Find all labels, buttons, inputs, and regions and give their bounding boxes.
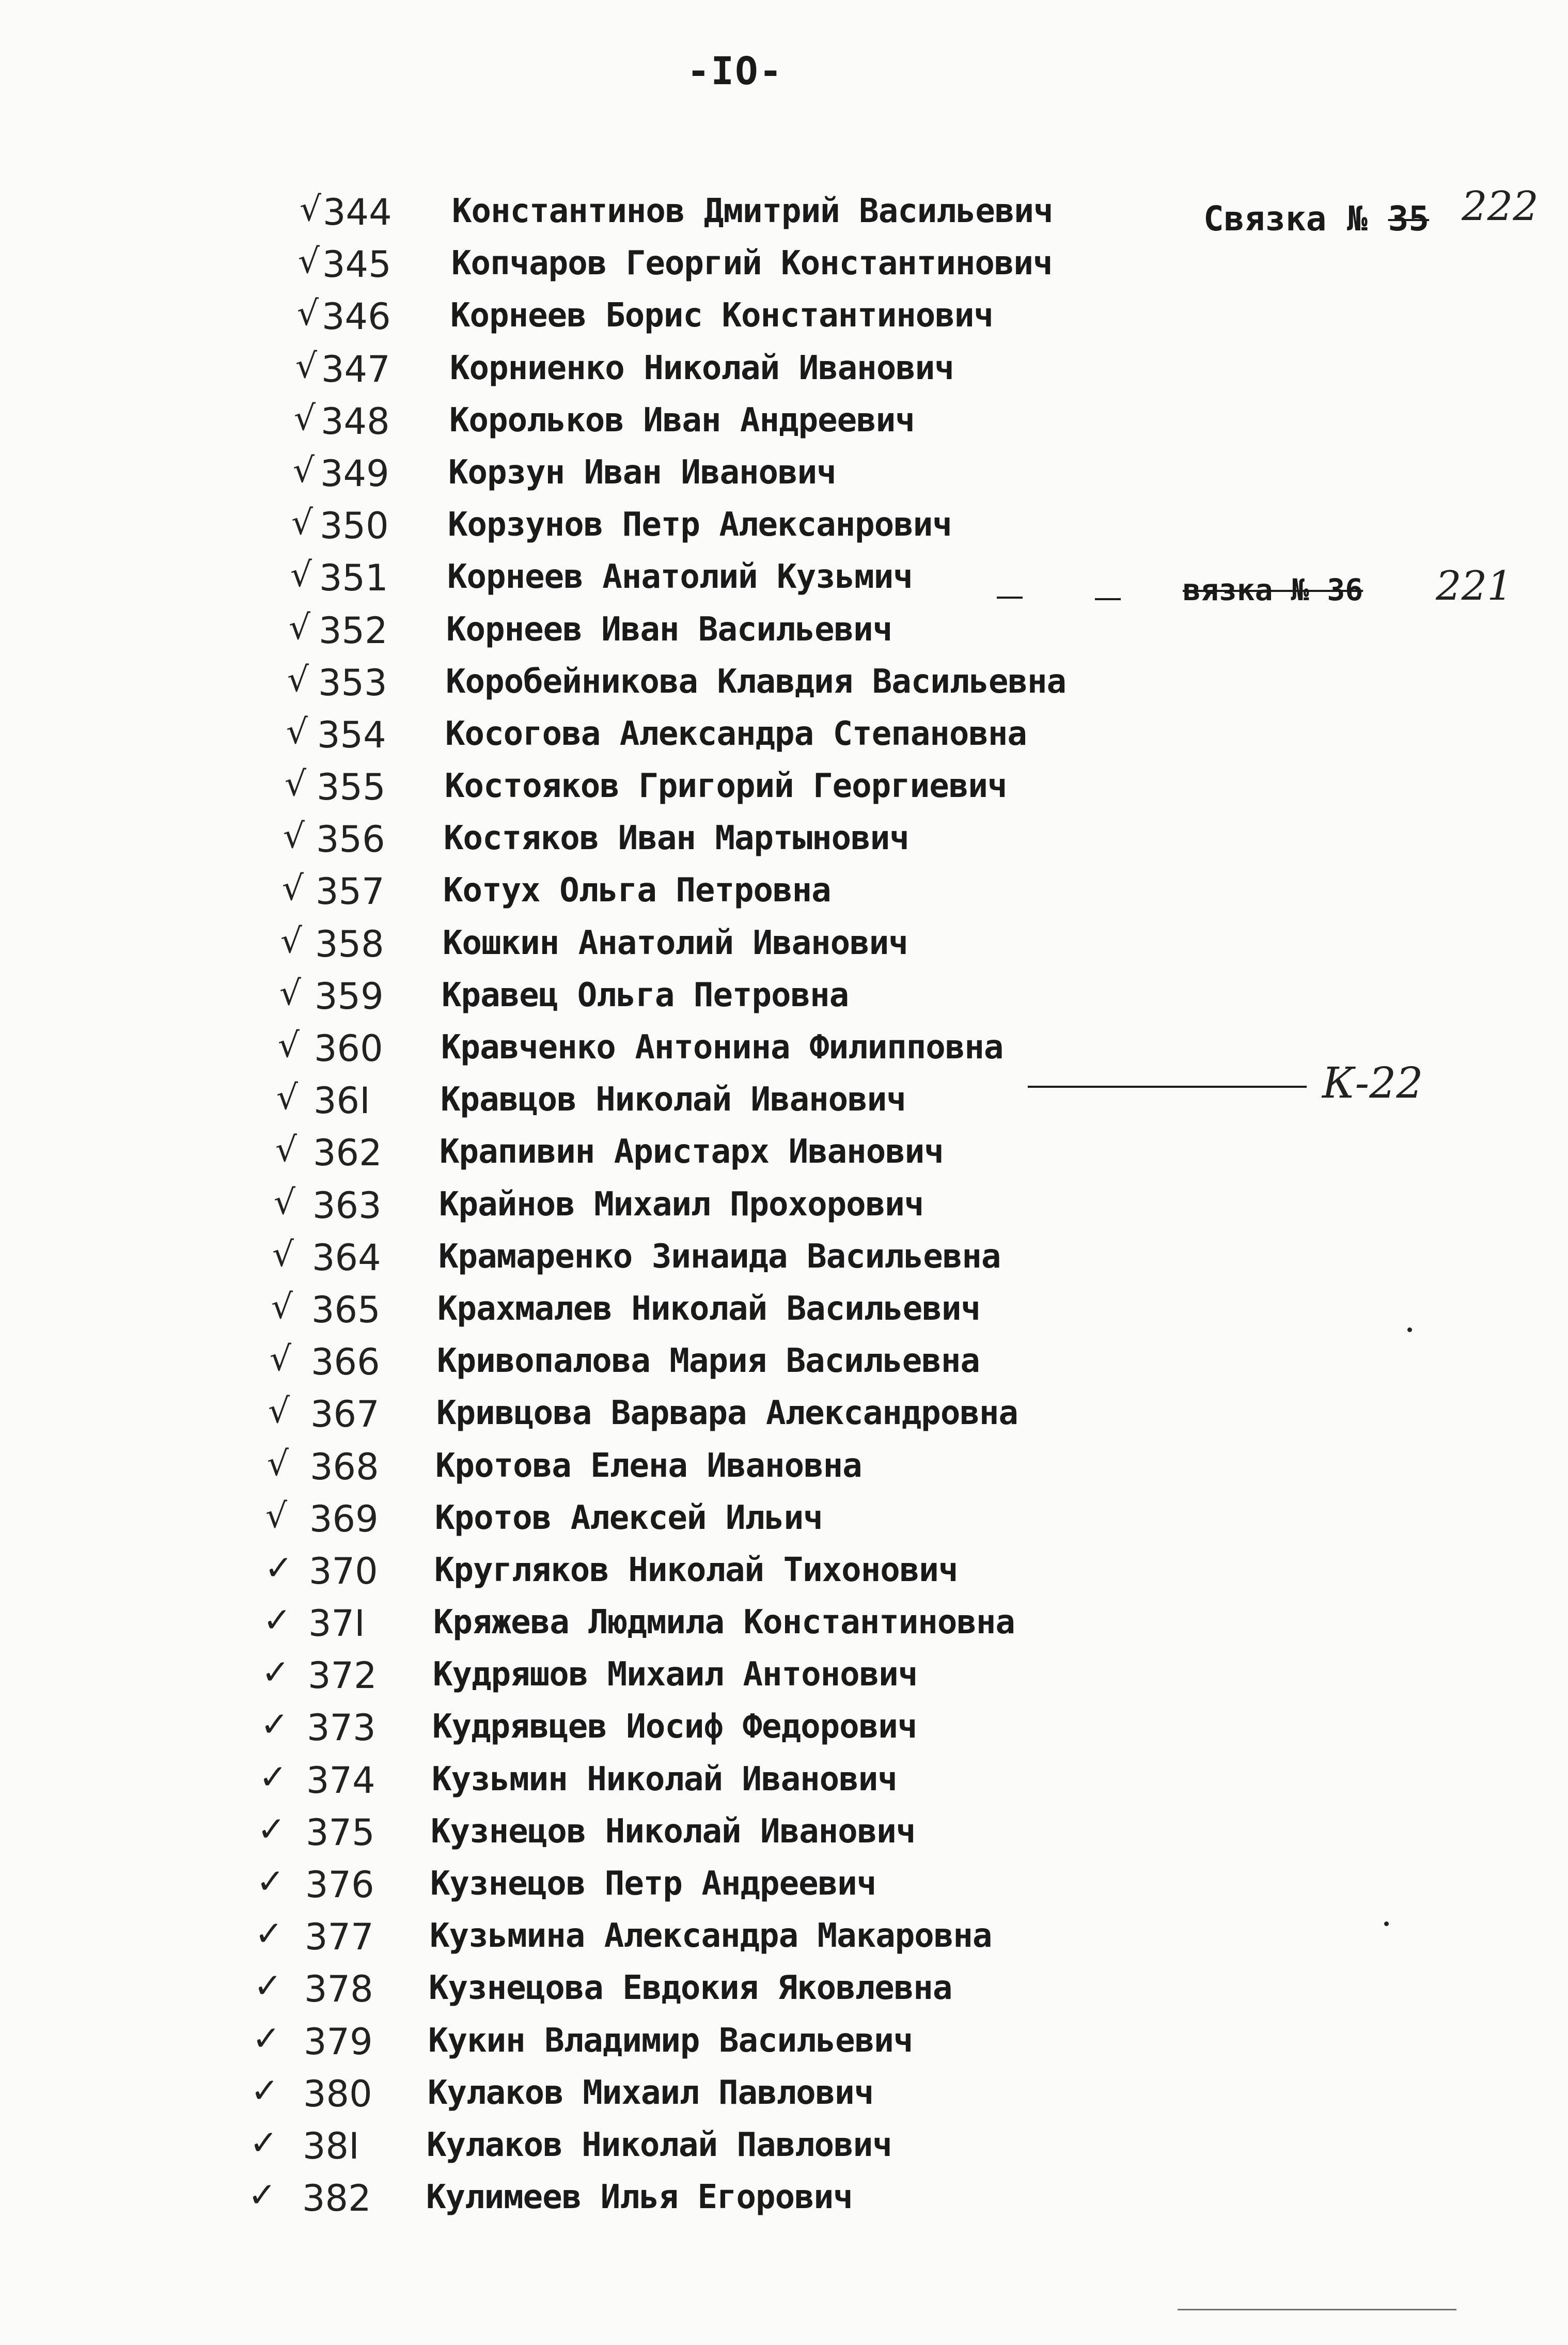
entry-number: 350: [320, 505, 389, 548]
entry-number: 376: [305, 1864, 374, 1906]
page-number: -IO-: [687, 49, 783, 93]
entry-name: Корнеев Иван Васильевич: [446, 610, 892, 649]
entry-name: Косогова Александра Степановна: [445, 714, 1027, 753]
entry-name: Кулимеев Илья Егорович: [426, 2178, 853, 2217]
check-mark-icon: √: [276, 1077, 299, 1118]
check-mark-icon: √: [270, 1339, 292, 1379]
entry-number: 355: [317, 766, 386, 809]
entry-number: 38I: [303, 2124, 359, 2167]
bundle-35-note: [1203, 199, 1429, 239]
check-mark-icon: √: [297, 293, 319, 334]
check-mark-icon: ✓: [254, 1966, 283, 2006]
list-item: [0, 761, 1568, 813]
entry-name: Кулаков Николай Павлович: [427, 2125, 892, 2164]
entry-name: Корнеев Анатолий Кузьмич: [447, 558, 913, 597]
k22-handwritten-note: К-22: [1322, 1059, 1423, 1108]
ink-speck-2: [1384, 1921, 1389, 1926]
entry-number: 352: [319, 609, 388, 652]
leader-dash-2: [1095, 598, 1121, 600]
check-mark-icon: √: [293, 450, 315, 490]
entry-name: Корзун Иван Иванович: [448, 453, 836, 492]
list-item: [0, 1179, 1568, 1231]
entry-name: Костояков Григорий Георгиевич: [445, 767, 1007, 806]
entry-number: 362: [313, 1132, 382, 1175]
check-mark-icon: √: [295, 346, 318, 386]
list-item: [0, 1388, 1568, 1440]
check-mark-icon: √: [291, 503, 313, 543]
entry-name: Кротов Алексей Ильич: [435, 1498, 823, 1537]
check-mark-icon: ✓: [256, 1862, 285, 1901]
entry-number: 349: [320, 452, 389, 495]
entry-name: Крапивин Аристарх Иванович: [440, 1133, 944, 1171]
entry-name: Костяков Иван Мартынович: [444, 819, 909, 858]
check-mark-icon: ✓: [259, 1757, 288, 1797]
entry-name: Кузнецова Евдокия Яковлевна: [429, 1969, 952, 2008]
list-item: [0, 813, 1568, 865]
check-mark-icon: √: [290, 555, 312, 595]
entry-name: Котух Ольга Петровна: [443, 871, 831, 910]
check-mark-icon: √: [272, 1234, 294, 1274]
entry-number: 380: [303, 2072, 372, 2115]
check-mark-icon: √: [274, 1182, 296, 1222]
bundle-35-handwritten-number: 222: [1462, 183, 1539, 230]
entry-name: Кудрявцев Иосиф Федорович: [432, 1708, 917, 1746]
check-mark-icon: √: [279, 973, 302, 1013]
entry-name: Кулаков Михаил Павлович: [428, 2073, 874, 2112]
entry-name: Корниенко Николай Иванович: [450, 349, 954, 387]
entry-name: Кудряшов Михаил Антонович: [433, 1655, 918, 1694]
entry-number: 354: [317, 713, 386, 756]
list-item: [0, 447, 1568, 499]
ink-speck-1: [1407, 1327, 1412, 1332]
check-mark-icon: √: [283, 816, 305, 856]
entry-number: 367: [310, 1393, 380, 1436]
entry-name: Кривопалова Мария Васильевна: [437, 1342, 980, 1381]
entry-number: 360: [314, 1027, 383, 1070]
entry-number: 377: [305, 1916, 374, 1959]
list-item: [0, 343, 1568, 395]
entry-number: 379: [304, 2020, 373, 2063]
entry-name: Копчаров Георгий Константинович: [451, 244, 1053, 283]
check-mark-icon: √: [280, 920, 303, 961]
check-mark-icon: √: [294, 398, 316, 438]
list-item: [0, 656, 1568, 709]
entry-name: Коробейникова Клавдия Васильевна: [446, 662, 1066, 701]
entry-name: Крамаренко Зинаида Васильевна: [438, 1237, 1001, 1276]
entry-number: 359: [315, 975, 384, 1018]
entry-number: 375: [306, 1811, 375, 1854]
list-item: [0, 1441, 1568, 1493]
list-item: [0, 709, 1568, 761]
entry-name: Корзунов Петр Алексанрович: [448, 506, 952, 544]
entry-number: 351: [319, 557, 388, 600]
entry-number: 365: [311, 1288, 381, 1331]
check-mark-icon: √: [298, 241, 320, 282]
entry-number: 356: [316, 818, 385, 861]
bundle-35-struck-number: 35: [1388, 199, 1430, 239]
list-item: [0, 604, 1568, 656]
check-mark-icon: √: [287, 659, 309, 699]
entry-number: 378: [304, 1968, 373, 2011]
list-item: [0, 2015, 1568, 2068]
entry-name: Кривцова Варвара Александровна: [436, 1394, 1018, 1433]
list-item: [0, 1649, 1568, 1701]
entry-number: 369: [309, 1497, 379, 1540]
entry-name: Кравец Ольга Петровна: [442, 976, 849, 1014]
list-item: [0, 2172, 1568, 2224]
check-mark-icon: ✓: [263, 1600, 292, 1640]
check-mark-icon: √: [265, 1495, 288, 1536]
k22-leader-line: [1028, 1086, 1307, 1088]
check-mark-icon: ✓: [252, 2018, 281, 2058]
list-item: [0, 1284, 1568, 1336]
entry-number: 353: [318, 661, 387, 704]
entry-name: Крахмалев Николай Васильевич: [437, 1289, 980, 1328]
list-item: [0, 918, 1568, 970]
name-list: [0, 186, 1568, 2224]
check-mark-icon: √: [300, 189, 322, 229]
entry-name: Кузнецов Петр Андреевич: [430, 1865, 876, 1903]
check-mark-icon: ✓: [249, 2122, 278, 2163]
entry-name: Крайнов Михаил Прохорович: [439, 1185, 924, 1224]
bottom-edge-line: [1178, 2309, 1456, 2310]
entry-number: 347: [321, 348, 390, 390]
entry-name: Кротова Елена Ивановна: [435, 1446, 862, 1485]
leader-dash-1: [997, 597, 1023, 599]
entry-name: Корольков Иван Андреевич: [449, 401, 915, 440]
list-item: [0, 1701, 1568, 1754]
entry-number: 358: [315, 923, 384, 965]
check-mark-icon: ✓: [248, 2175, 277, 2215]
entry-name: Кукин Владимир Васильевич: [428, 2021, 913, 2060]
list-item: [0, 1806, 1568, 1858]
check-mark-icon: √: [271, 1286, 293, 1326]
entry-number: 348: [321, 400, 390, 443]
entry-name: Кряжева Людмила Константиновна: [433, 1603, 1015, 1642]
list-item: [0, 1231, 1568, 1284]
entry-number: 382: [302, 2177, 371, 2220]
list-item: [0, 1127, 1568, 1179]
list-item: [0, 1597, 1568, 1649]
entry-number: 345: [322, 243, 391, 286]
list-item: [0, 1963, 1568, 2015]
check-mark-icon: √: [289, 607, 311, 647]
entry-name: Корнеев Борис Константинович: [450, 296, 993, 335]
check-mark-icon: ✓: [255, 1914, 284, 1954]
entry-name: Кравченко Антонина Филипповна: [441, 1028, 1003, 1067]
entry-name: Кузьмин Николай Иванович: [432, 1760, 897, 1799]
bundle-36-note: вязка № 36: [1183, 572, 1363, 607]
check-mark-icon: ✓: [261, 1652, 290, 1693]
list-item: [0, 2120, 1568, 2172]
entry-number: 372: [308, 1654, 377, 1697]
check-mark-icon: √: [285, 764, 307, 804]
list-item: [0, 1858, 1568, 1911]
entry-name: Кузнецов Николай Иванович: [431, 1812, 916, 1851]
check-mark-icon: √: [278, 1025, 300, 1065]
list-item: [0, 1493, 1568, 1545]
entry-number: 368: [310, 1445, 379, 1488]
check-mark-icon: ✓: [257, 1809, 286, 1849]
list-item: [0, 865, 1568, 917]
entry-number: 363: [312, 1184, 382, 1227]
entry-name: Кругляков Николай Тихонович: [434, 1551, 958, 1589]
entry-number: 366: [311, 1341, 380, 1384]
entry-number: 373: [307, 1707, 376, 1749]
check-mark-icon: √: [268, 1391, 290, 1431]
entry-number: 370: [309, 1550, 378, 1592]
bundle-35-label: Связка №: [1203, 199, 1368, 239]
check-mark-icon: √: [282, 868, 304, 909]
entry-name: Кравцов Николай Иванович: [441, 1081, 906, 1119]
list-item: [0, 238, 1568, 290]
list-item: [0, 1545, 1568, 1597]
entry-number: 357: [316, 870, 385, 913]
entry-number: 374: [306, 1759, 375, 1802]
list-item: [0, 2068, 1568, 2120]
check-mark-icon: ✓: [264, 1547, 293, 1588]
entry-number: 36I: [313, 1080, 370, 1122]
list-item: [0, 1754, 1568, 1806]
list-item: [0, 1336, 1568, 1388]
entry-number: 364: [312, 1236, 381, 1279]
check-mark-icon: ✓: [250, 2070, 279, 2110]
entry-name: Константинов Дмитрий Васильевич: [452, 192, 1053, 230]
entry-name: Кошкин Анатолий Иванович: [443, 924, 908, 962]
list-item: [0, 499, 1568, 552]
check-mark-icon: √: [267, 1443, 289, 1483]
check-mark-icon: ✓: [260, 1705, 289, 1745]
entry-number: 37I: [308, 1602, 365, 1645]
list-item: [0, 1911, 1568, 1963]
list-item: [0, 290, 1568, 342]
list-item: [0, 970, 1568, 1022]
check-mark-icon: √: [275, 1130, 297, 1170]
entry-number: 344: [323, 191, 392, 233]
check-mark-icon: √: [286, 711, 308, 752]
entry-number: 346: [322, 295, 391, 338]
entry-name: Кузьмина Александра Макаровна: [430, 1917, 992, 1956]
bundle-36-handwritten-number: 221: [1436, 563, 1513, 609]
list-item: [0, 395, 1568, 447]
